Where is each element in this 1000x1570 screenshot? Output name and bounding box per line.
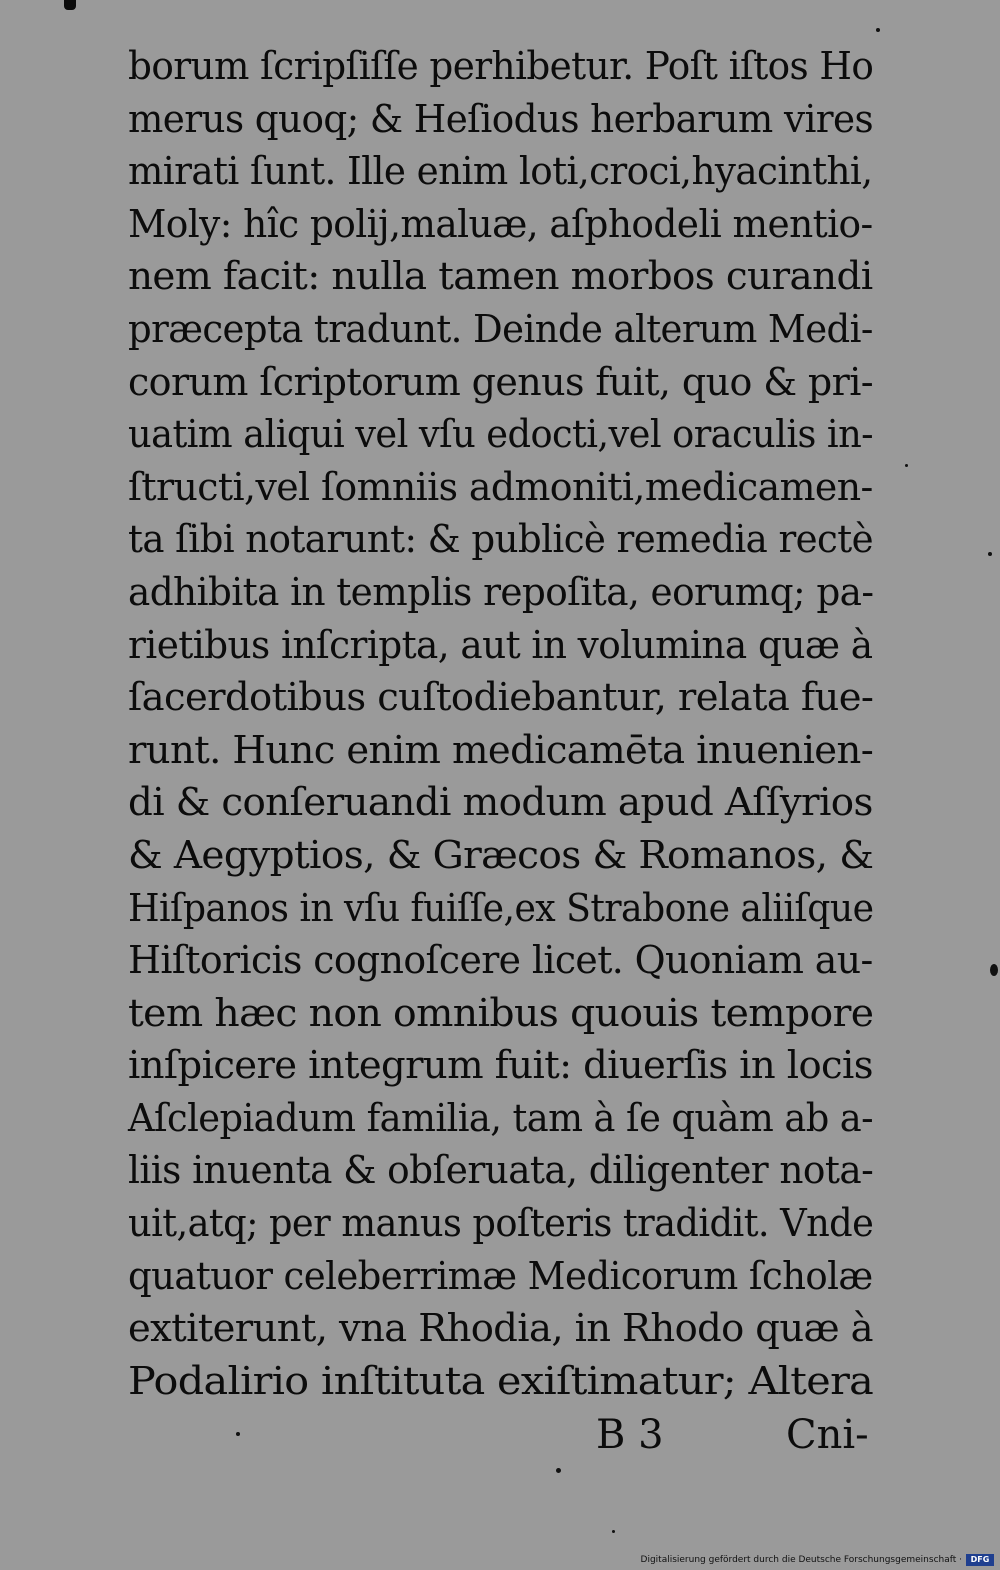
text-line: nem facit: nulla tamen morbos curandi bbox=[128, 254, 873, 299]
text-line: Hiſtoricis cognoſcere licet. Quoniam au- bbox=[128, 938, 873, 983]
text-line: uatim aliqui vel vſu edocti,vel oraculis in- bbox=[128, 412, 874, 457]
ink-speck bbox=[556, 1468, 561, 1473]
catchword: Cni- bbox=[786, 1412, 869, 1458]
ink-speck bbox=[905, 464, 908, 467]
dfg-logo-icon: DFG bbox=[966, 1554, 994, 1566]
text-line: liis inuenta & obſeruata, diligenter nota- bbox=[128, 1148, 874, 1193]
ink-speck bbox=[988, 552, 992, 556]
text-line: borum ſcripſiſſe perhibetur. Poſt iſtos Ho bbox=[128, 44, 874, 88]
body-text bbox=[128, 40, 888, 1407]
text-line: rietibus inſcripta, aut in volumina quæ à bbox=[128, 622, 873, 667]
text-line: præcepta tradunt. Deinde alterum Medi- bbox=[128, 306, 873, 351]
text-line: di & conſeruandi modum apud Aſſyrios bbox=[128, 780, 873, 825]
text-line: Aſclepiadum familia, tam à ſe quàm ab a- bbox=[128, 1095, 874, 1140]
text-line: ſacerdotibus cuſtodiebantur, relata fue- bbox=[128, 675, 874, 720]
text-line: Moly: hîc polij,maluæ, aſphodeli mentio- bbox=[128, 201, 873, 246]
text-line: tem hæc non omnibus quouis tempore bbox=[128, 990, 874, 1035]
text-line: runt. Hunc enim medicamēta inuenien- bbox=[128, 727, 874, 772]
ink-speck bbox=[876, 28, 880, 32]
digitization-credit bbox=[641, 1553, 994, 1567]
text-line: mirati ſunt. Ille enim loti,croci,hyacinthi, bbox=[128, 149, 873, 194]
text-line: quatuor celeberrimæ Medicorum ſcholæ bbox=[128, 1253, 873, 1298]
credit-text: Digitalisierung gefördert durch die Deutsche Forschungsgemeinschaft · bbox=[640, 1555, 962, 1565]
text-line: uit,atq; per manus poſteris tradidit. Vnde bbox=[128, 1201, 874, 1246]
corner-ink-mark bbox=[64, 0, 76, 10]
text-line: Podalirio inſtituta exiſtimatur; Altera bbox=[128, 1358, 874, 1403]
ink-speck bbox=[990, 964, 998, 976]
text-line: & Aegyptios, & Græcos & Romanos, & bbox=[128, 832, 874, 877]
text-line: ta ſibi notarunt: & publicè remedia rectè bbox=[128, 517, 873, 562]
text-line: merus quoq; & Heſiodus herbarum vires bbox=[128, 96, 874, 141]
text-line: corum ſcriptorum genus fuit, quo & pri- bbox=[128, 359, 874, 404]
text-line: adhibita in templis repoſita, eorumq; pa- bbox=[128, 569, 874, 614]
text-line: ſtructi,vel ſomniis admoniti,medicamen- bbox=[128, 464, 873, 509]
page-footer bbox=[0, 1405, 1000, 1465]
ink-speck bbox=[236, 1432, 240, 1436]
text-line: inſpicere integrum fuit: diuerſis in locis bbox=[128, 1043, 873, 1088]
text-line: extiterunt, vna Rhodia, in Rhodo quæ à bbox=[128, 1306, 873, 1351]
ink-speck bbox=[612, 1530, 615, 1533]
text-line: Hiſpanos in vſu fuiſſe,ex Strabone aliiſque bbox=[128, 885, 874, 930]
signature-mark: B 3 bbox=[596, 1412, 664, 1458]
